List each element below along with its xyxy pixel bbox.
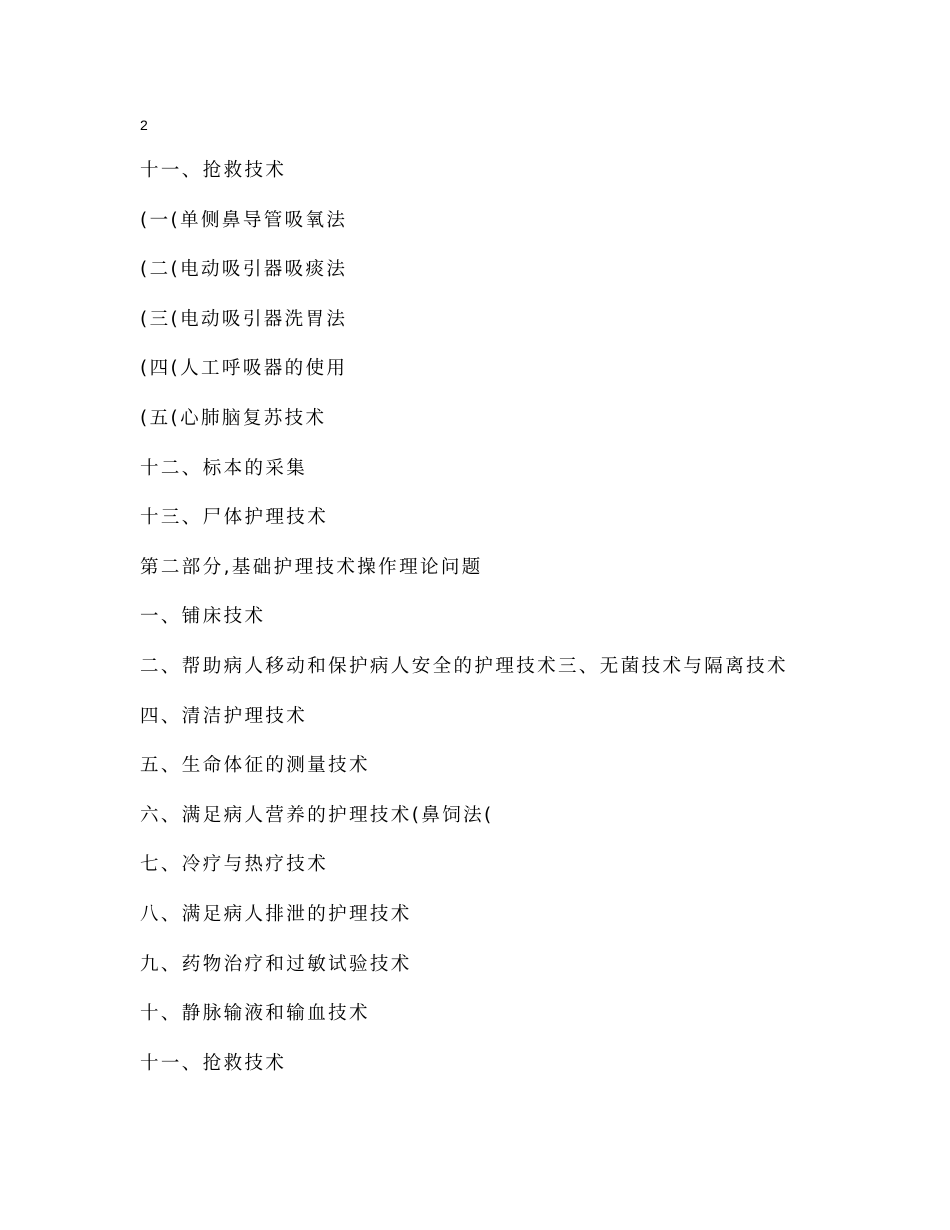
outline-line: 五、生命体征的测量技术 bbox=[140, 755, 370, 777]
outline-line: (四(人工呼吸器的使用 bbox=[140, 358, 348, 380]
page-number: 2 bbox=[140, 117, 148, 133]
outline-line: 八、满足病人排泄的护理技术 bbox=[140, 903, 412, 925]
outline-line: 二、帮助病人移动和保护病人安全的护理技术三、无菌技术与隔离技术 bbox=[140, 655, 788, 677]
outline-line: 四、清洁护理技术 bbox=[140, 705, 308, 727]
outline-line: (三(电动吸引器洗胃法 bbox=[140, 308, 348, 330]
outline-line: (二(电动吸引器吸痰法 bbox=[140, 259, 348, 281]
outline-list bbox=[140, 158, 788, 1100]
outline-line: 十一、抢救技术 bbox=[140, 160, 287, 181]
outline-line: 十、静脉输液和输血技术 bbox=[140, 1003, 370, 1025]
outline-line: 一、铺床技术 bbox=[140, 606, 266, 628]
outline-line: 十一、抢救技术 bbox=[140, 1052, 287, 1074]
outline-line: 十三、尸体护理技术 bbox=[140, 507, 329, 529]
outline-line: 七、冷疗与热疗技术 bbox=[140, 854, 329, 876]
outline-line: 六、满足病人营养的护理技术(鼻饲法( bbox=[140, 804, 494, 826]
outline-line: (五(心肺脑复苏技术 bbox=[140, 407, 327, 429]
section-heading: 第二部分,基础护理技术操作理论问题 bbox=[140, 556, 483, 578]
outline-line: (一(单侧鼻导管吸氧法 bbox=[140, 209, 348, 231]
outline-line: 十二、标本的采集 bbox=[140, 457, 308, 479]
outline-line: 九、药物治疗和过敏试验技术 bbox=[140, 953, 412, 975]
